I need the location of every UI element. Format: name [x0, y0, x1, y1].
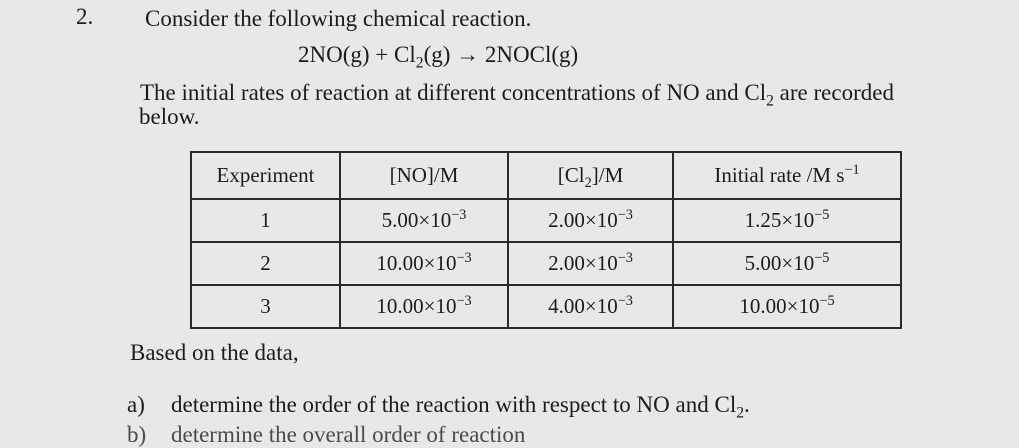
cell-mantissa: 10.00×10	[376, 251, 457, 276]
cell-exponent: −5	[819, 293, 835, 309]
equation-subscript: 2	[415, 54, 424, 72]
cell-experiment: 2	[191, 242, 340, 285]
cell-exponent: −5	[814, 250, 830, 267]
cell-exponent: −3	[617, 293, 633, 309]
subquestion-b-label: b)	[127, 422, 147, 447]
cell-mantissa: 4.00×10	[548, 294, 618, 318]
cell-exponent: −3	[456, 250, 472, 267]
subquestion-a	[127, 392, 750, 422]
table-row	[191, 242, 901, 285]
cell-mantissa: 1.25×10	[744, 208, 815, 233]
description-subscript: 2	[766, 92, 774, 110]
description-line-1	[140, 80, 894, 110]
subquestion-b-text: determine the overall order of reaction	[171, 422, 526, 447]
cell-no-concentration	[340, 285, 508, 328]
subquestion-a-end: .	[744, 392, 750, 417]
cell-experiment: 3	[191, 285, 340, 328]
cell-mantissa: 5.00×10	[744, 251, 815, 276]
based-on-data-text: Based on the data,	[130, 340, 299, 365]
cell-mantissa: 2.00×10	[548, 208, 618, 233]
rate-data-table	[190, 151, 902, 329]
cell-mantissa: 10.00×10	[376, 294, 457, 318]
question-number: 2.	[76, 4, 94, 29]
cell-mantissa: 5.00×10	[381, 208, 452, 233]
equation-left: 2NO(g) + Cl	[298, 42, 416, 67]
header-cl2-unit: ]/M	[591, 163, 624, 188]
header-initial-rate	[673, 152, 901, 199]
header-cl2-text: [Cl	[557, 163, 585, 188]
cell-mantissa: 10.00×10	[739, 294, 820, 318]
header-rate-text: Initial rate /M s	[714, 163, 845, 188]
cell-mantissa: 2.00×10	[548, 251, 618, 276]
description-line-2: below.	[139, 104, 200, 129]
cell-cl2-concentration	[508, 242, 673, 285]
table-row	[191, 199, 901, 242]
cell-exponent: −3	[617, 207, 633, 224]
cell-cl2-concentration	[508, 199, 673, 242]
header-cl2-concentration	[508, 152, 673, 199]
subquestion-a-text: determine the order of the reaction with respect to NO and Cl	[171, 392, 737, 417]
description-text: The initial rates of reaction at different concentrations of NO and Cl	[140, 80, 767, 105]
subquestion-a-subscript: 2	[736, 404, 745, 422]
table-header-row	[191, 152, 901, 199]
header-cl2-subscript: 2	[584, 175, 592, 192]
cell-experiment: 1	[191, 199, 340, 242]
equation-right: (g) → 2NOCl(g)	[423, 42, 579, 67]
table-row	[191, 285, 901, 328]
cell-exponent: −3	[451, 207, 467, 224]
question-intro: Consider the following chemical reaction.	[145, 6, 532, 31]
cell-cl2-concentration	[508, 285, 673, 328]
header-experiment: Experiment	[191, 152, 340, 199]
cell-exponent: −5	[814, 207, 830, 224]
header-no-concentration: [NO]/M	[340, 152, 508, 199]
subquestion-a-label: a)	[127, 392, 145, 417]
subquestion-b	[127, 422, 525, 448]
cell-exponent: −3	[456, 293, 472, 309]
cell-exponent: −3	[617, 250, 633, 267]
cell-no-concentration	[340, 242, 508, 285]
cell-initial-rate	[673, 199, 901, 242]
description-text-end: are recorded	[773, 80, 894, 105]
reaction-equation	[298, 42, 579, 72]
cell-initial-rate	[673, 242, 901, 285]
header-rate-superscript: −1	[844, 162, 860, 179]
cell-initial-rate	[673, 285, 901, 328]
cell-no-concentration	[340, 199, 508, 242]
